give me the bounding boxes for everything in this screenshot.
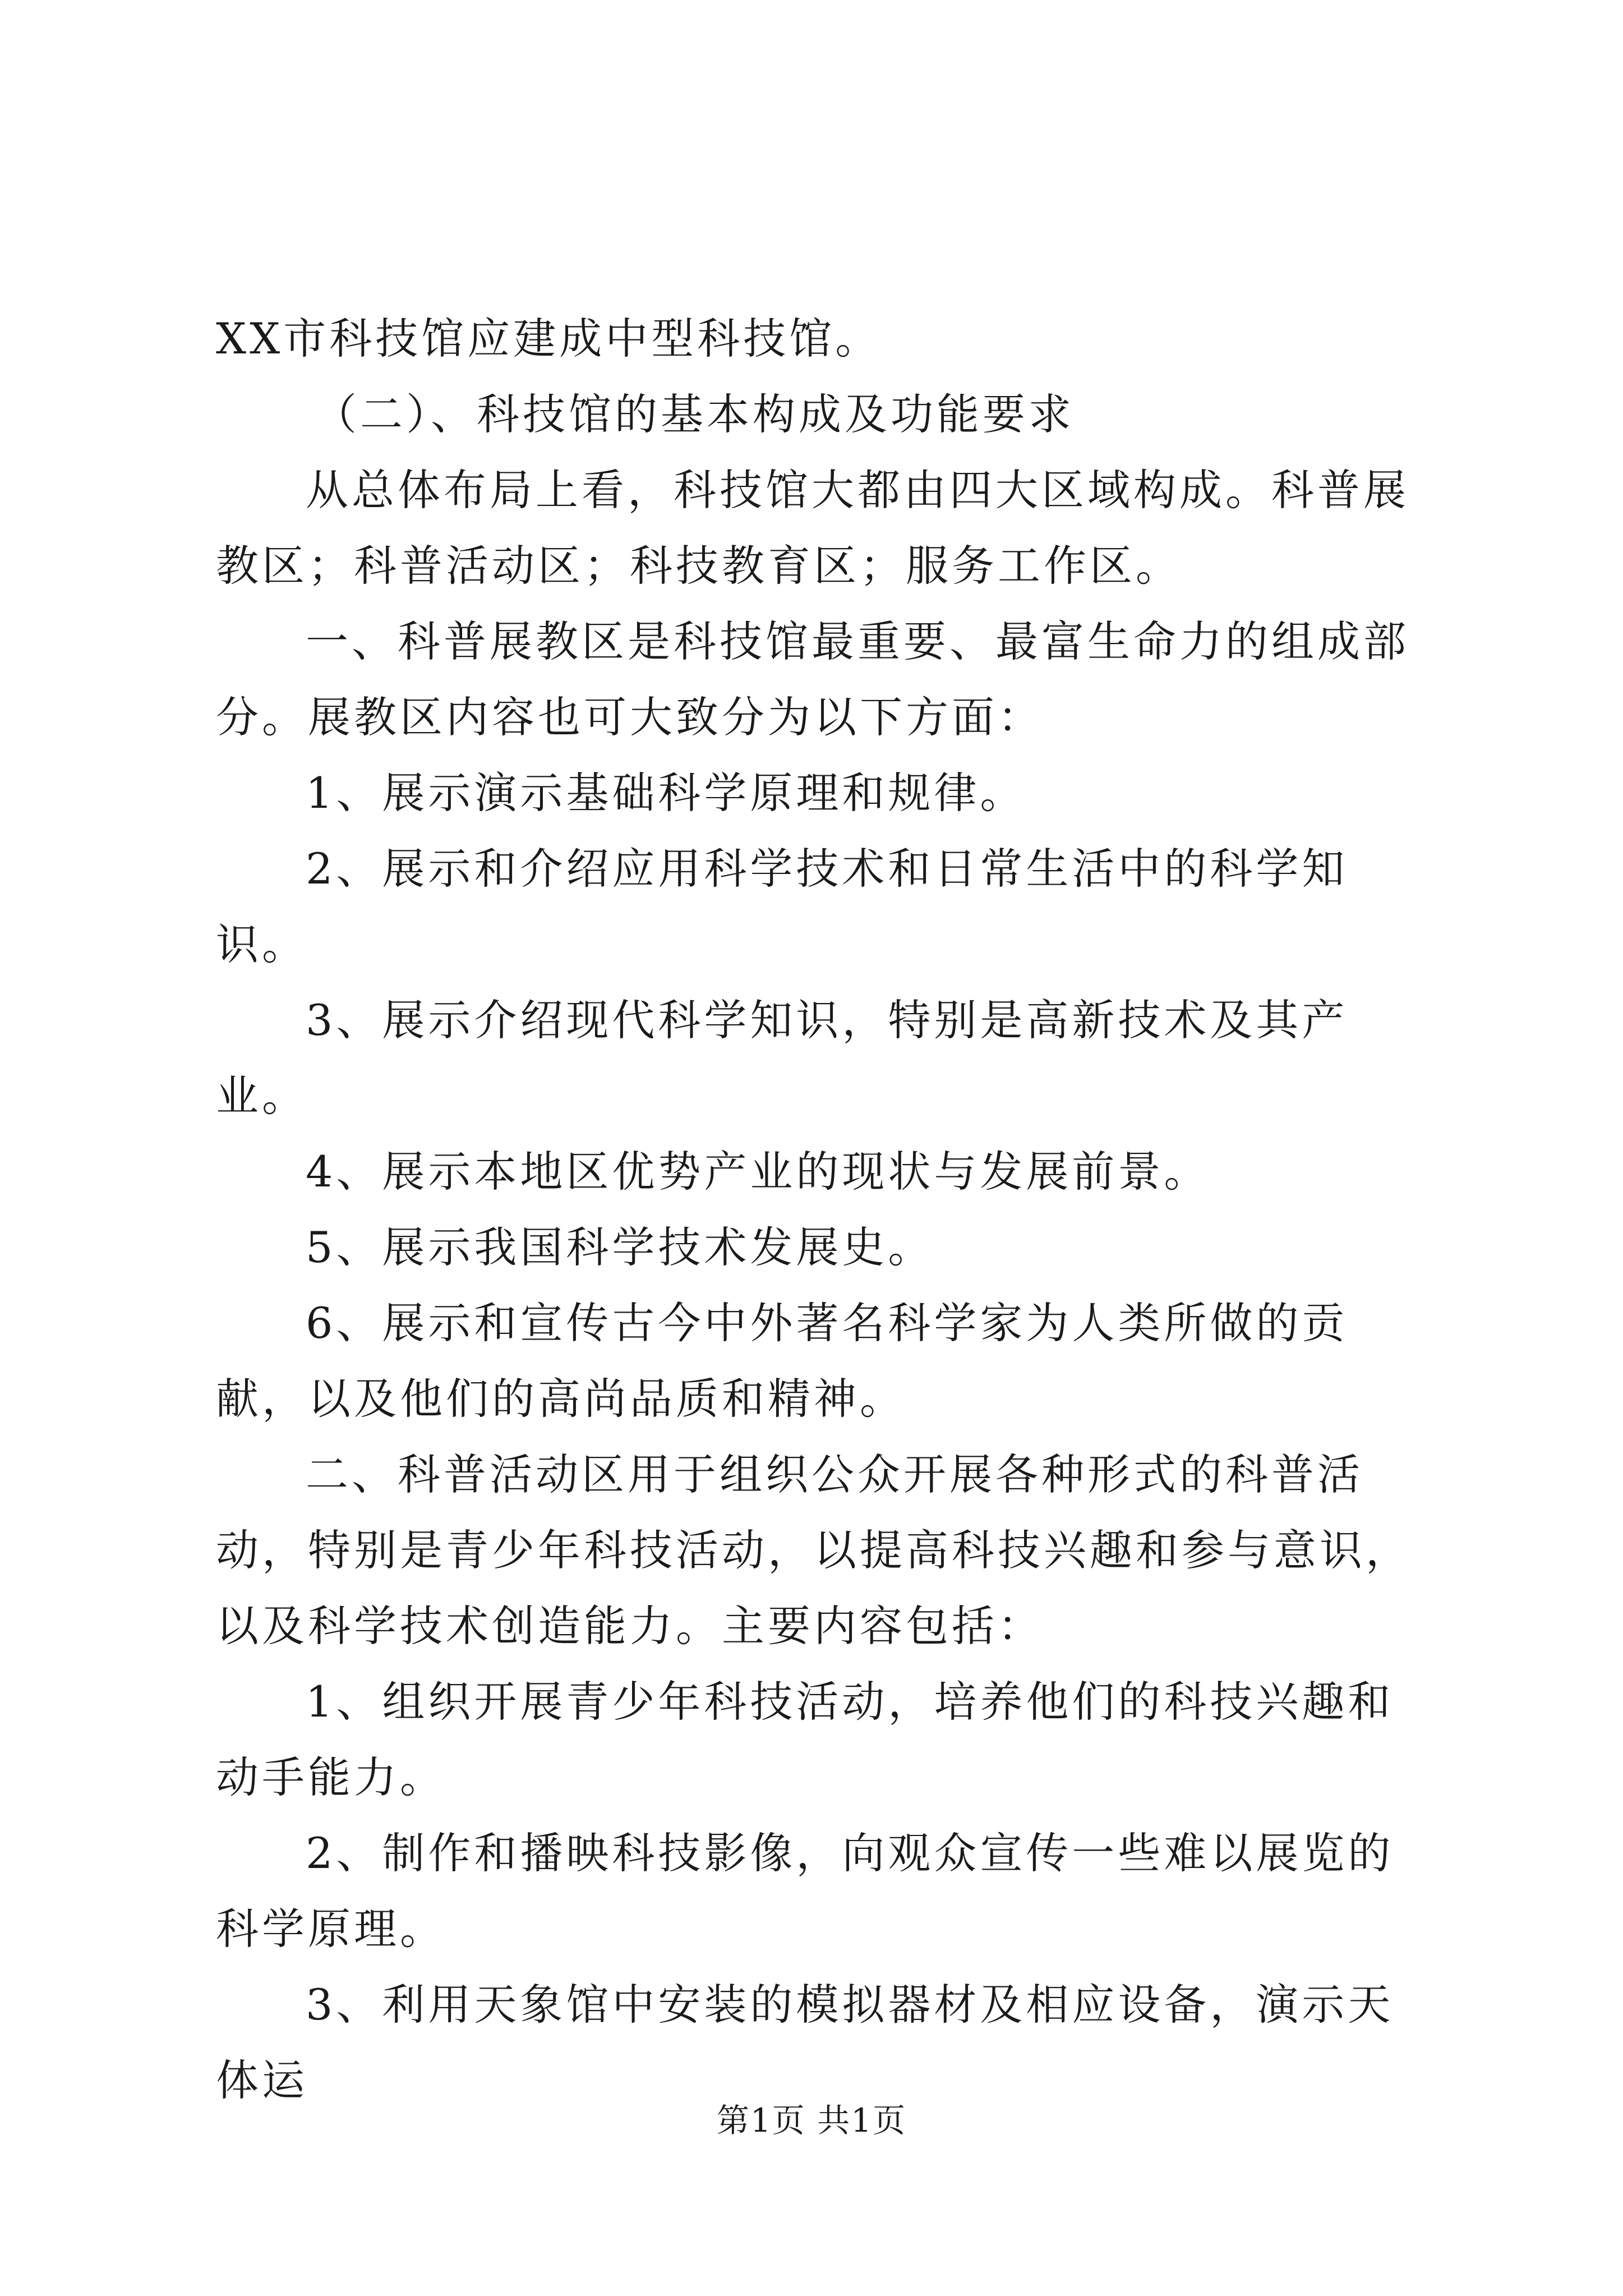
list-item: 1、展示演示基础科学原理和规律。 <box>306 768 1026 818</box>
list-item: 1、组织开展青少年科技活动，培养他们的科技兴趣和动手能力。 <box>216 1677 1394 1802</box>
list-item: 6、展示和宣传古今中外著名科学家为人类所做的贡献，以及他们的高尚品质和精神。 <box>216 1298 1348 1424</box>
list-item: 4、展示本地区优势产业的现状与发展前景。 <box>306 1147 1210 1197</box>
list-item: 2、制作和播映科技影像，向观众宣传一些难以展览的科学原理。 <box>216 1828 1394 1954</box>
document-body <box>216 301 1416 2118</box>
list-item: 3、利用天象馆中安装的模拟器材及相应设备，演示天体运 <box>216 1980 1394 2105</box>
list-item: 5、展示我国科学技术发展史。 <box>306 1222 934 1272</box>
paragraph-exhibit-area: 一、科普展教区是科技馆最重要、最富生命力的组成部分。展教区内容也可大致分为以下方面： <box>216 616 1409 742</box>
page-footer: 第1页 共1页 <box>716 2101 907 2139</box>
paragraph-intro: XX市科技馆应建成中型科技馆。 <box>216 314 882 364</box>
section-heading: （二）、科技馆的基本构成及功能要求 <box>314 389 1075 439</box>
list-item: 3、展示介绍现代科学知识，特别是高新技术及其产业。 <box>216 995 1348 1121</box>
paragraph-activity-area: 二、科普活动区用于组织公众开展各种形式的科普活动，特别是青少年科技活动，以提高科技兴趣和参与意识，以及科学技术创造能力。主要内容包括： <box>216 1450 1412 1651</box>
list-item: 2、展示和介绍应用科学技术和日常生活中的科学知识。 <box>216 844 1348 969</box>
paragraph-layout: 从总体布局上看，科技馆大都由四大区域构成。科普展教区；科普活动区；科技教育区；服务工作区。 <box>216 465 1409 591</box>
